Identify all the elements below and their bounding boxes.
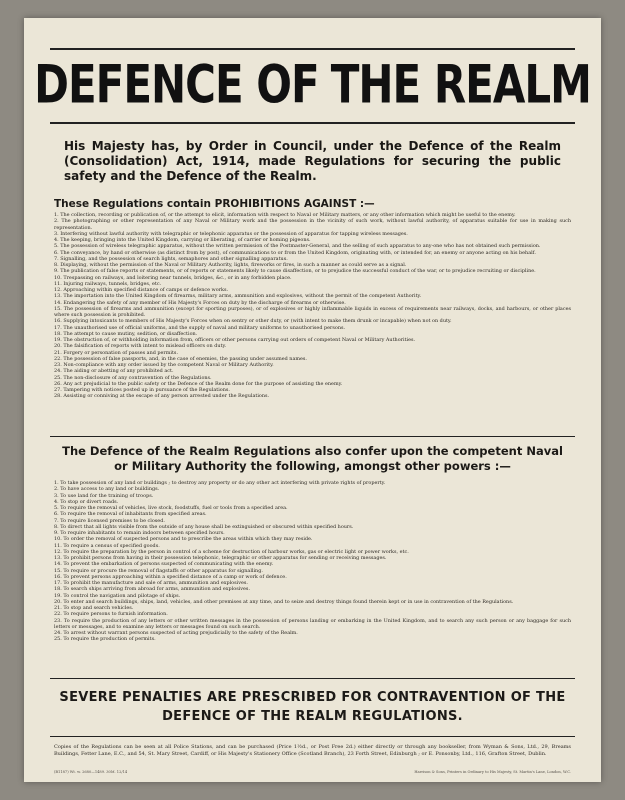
list-item: 16. To prevent persons approaching within a specified distance of a camp or work of defence. <box>54 573 287 580</box>
powers-heading: The Defence of the Realm Regulations also confer upon the competent Naval or Military Authority the following, amongst other powers :— <box>62 444 563 473</box>
list-item: 13. To prohibit persons from having in their possession telephonic, telegraphic or other apparatus for sending or receiving messages. <box>54 555 387 561</box>
list-item: 17. To prohibit the manufacture and sale of arms, ammunition and explosives. <box>54 580 248 586</box>
list-item: 12. Approaching within specified distance of camps or defence works. <box>54 287 229 293</box>
list-item: 9. The publication of false reports or statements, or of reports or statements likely to cause disaffection, or to prejudice the successful conduct of the war, or to prejudice recruiting or discipline. <box>54 268 536 275</box>
list-item: 5. To require the removal of vehicles, live stock, foodstuffs, fuel or tools from a specified area. <box>54 505 288 511</box>
list-item: 21. To stop and search vehicles. <box>54 605 134 611</box>
prohibitions-list <box>54 212 571 400</box>
list-item: 19. The obstruction of, or withholding information from, officers or other persons carrying out orders of competent Naval or Military Authorities. <box>54 337 416 343</box>
list-item: 4. To stop or divert roads. <box>54 498 119 505</box>
list-item: 19. To control the navigation and pilotage of ships. <box>54 592 181 599</box>
list-item: 6. The conveyance, by hand or otherwise (as distinct from by post), of communications to or from the United Kingdom, originating with, or intended for, an enemy or anyone acting on his behalf. <box>54 249 536 256</box>
list-item: 6. To require the removal of inhabitants from specified areas. <box>54 511 207 518</box>
lead-paragraph: His Majesty has, by Order in Council, under the Defence of the Realm (Consolidation) Act, 1914, made Regulations for securing the public safety and the Defence of the Realm. <box>64 139 561 183</box>
list-item: 15. The possession of firearms and ammunition (except for sporting purposes), or of explosives or highly inflammable liquids in excess of requirements near railways, docks, and harbours, or other places where such possession is prohibited. <box>54 305 571 318</box>
masthead <box>34 52 591 116</box>
list-item: 27. Tampering with notices posted up in pursuance of the Regulations. <box>54 387 230 393</box>
list-item: 20. The falsification of reports with intent to mislead officers on duty. <box>54 343 227 350</box>
list-item: 12. To require the preparation by the person in control of a scheme for destruction of harbour works, gas or electric light or power works, etc. <box>54 548 409 555</box>
list-item: 24. The aiding or abetting of any prohibited act. <box>54 368 174 375</box>
top-rule <box>50 48 575 50</box>
severe-line-2: DEFENCE OF THE REALM REGULATIONS. <box>162 709 463 724</box>
list-item: 22. To require persons to furnish information. <box>54 611 168 618</box>
poster-sheet <box>24 18 601 782</box>
list-item: 20. To enter and search buildings, ships, land, vehicles, and other premises at any time, and to seize and destroy things found therein kept or in use in contravention of the Regulations. <box>54 598 514 605</box>
list-item: 18. To search ships arriving from abroad for arms, ammunition and explosives. <box>54 586 250 593</box>
list-item: 3. To use land for the training of troops. <box>54 492 154 499</box>
prohibitions-heading: These Regulations contain PROHIBITIONS AGAINST :— <box>54 198 375 210</box>
masthead-rule <box>50 122 575 124</box>
list-item: 11. To require a census of specified goods. <box>54 542 160 549</box>
copies-note: Copies of the Regulations can be seen at all Police Stations, and can be purchased (Price 1½d., or Post Free 2d.) either directly or through any bookseller, from Wyman & Sons, Ltd., 29, Breams Buildings, Fetter Lane, E.C., and 54, St. Mary Street, Cardiff, or His Majesty's Stationery Office (Scotland Branch), 23 Forth Street, Edinburgh ; or E. Ponsonby, Ltd., 116, Grafton Street, Dublin. <box>54 744 571 757</box>
section-rule <box>50 436 575 437</box>
list-item: 11. Injuring railways, tunnels, bridges, etc. <box>54 280 162 287</box>
list-item: 16. Supplying intoxicants to members of His Majesty's Forces when on sentry or other duty, or (with intent to make them drunk or incapable) when not on duty. <box>54 318 452 325</box>
list-item: 14. To prevent the embarkation of persons suspected of communicating with the enemy. <box>54 561 274 568</box>
list-item: 7. To require licensed premises to be closed. <box>54 517 165 524</box>
list-item: 8. To direct that all lights visible from the outside of any house shall be extinguished or obscured within specified hours. <box>54 523 354 530</box>
list-item: 10. To order the removal of suspected persons and to prescribe the areas within which they may reside. <box>54 536 313 543</box>
list-item: 10. Trespassing on railways, and loitering near tunnels, bridges, &c., or in any forbidden place. <box>54 274 292 281</box>
list-item: 22. The possession of false passports, and, in the case of enemies, the passing under assumed names. <box>54 355 307 362</box>
title-left: DEFENCE OF <box>34 53 319 115</box>
list-item: 1. To take possession of any land or buildings ; to destroy any property or do any other act interfering with private rights of property. <box>54 480 386 486</box>
list-item: 25. To require the production of permits. <box>54 636 156 643</box>
list-item: 18. The attempt to cause mutiny, sedition, or disaffection. <box>54 330 198 337</box>
list-item: 28. Assisting or conniving at the escape of any person arrested under the Regulations. <box>54 393 270 400</box>
list-item: 2. The photographing or other representation of any Naval or Military work and the possession in the vicinity of such work, without lawful authority, of apparatus suitable for use in making such representation. <box>54 218 571 231</box>
list-item: 8. Displaying, without the permission of the Naval or Military Authority, lights, fireworks or fires, in such a manner as could serve as a signal. <box>54 262 407 268</box>
list-item: 1. The collection, recording or publication of, or the attempt to elicit, information with respect to Naval or Military matters, or any other information which might be useful to the enemy. <box>54 212 516 218</box>
printer-imprint <box>54 770 571 774</box>
list-item: 4. The keeping, bringing into the United Kingdom, carrying or liberating, of carrier or homing pigeons. <box>54 237 311 243</box>
list-item: 21. Forgery or personation of passes and permits. <box>54 349 178 356</box>
severe-penalties-notice <box>54 688 571 726</box>
title-right: THE REALM <box>330 53 591 115</box>
list-item: 14. Endangering the safety of any member of His Majesty's Forces on duty by the discharge of firearms or otherwise. <box>54 299 346 306</box>
footer-rule <box>50 736 575 737</box>
list-item: 9. To require inhabitants to remain indoors between specified hours. <box>54 530 225 536</box>
imprint-right: Harrison & Sons, Printers in Ordinary to His Majesty, St. Martin's Lane, London, W.C. <box>414 770 571 774</box>
list-item: 26. Any act prejudicial to the public safety or the Defence of the Realm done for the purpose of assisting the enemy. <box>54 380 343 387</box>
imprint-left: (B1187) Wt. w. 2680—1489. 30M. 12/14 <box>54 770 128 774</box>
list-item: 25. The non-disclosure of any contravention of the Regulations. <box>54 374 212 381</box>
list-item: 2. To have access to any land or buildings. <box>54 486 160 493</box>
list-item: 23. Non-compliance with any order issued by the competent Naval or Military Authority. <box>54 362 274 368</box>
list-item: 5. The possession of wireless telegraphic apparatus, without the written permission of the Postmaster-General, and the selling of such apparatus to any-one who has not obtained such permission. <box>54 243 541 250</box>
list-item: 23. To require the production of any letters or other written messages in the possession of persons landing or embarking in the United Kingdom, and to search any such person or any baggage for such letters or messages, and to examine any letters or messages found on such search. <box>54 617 571 630</box>
penalty-rule <box>50 678 575 679</box>
powers-list <box>54 480 571 643</box>
list-item: 24. To arrest without warrant persons suspected of acting prejudicially to the safety of the Realm. <box>54 630 298 636</box>
list-item: 7. Signalling, and the possession of search lights, semaphores and other signalling apparatus. <box>54 255 288 262</box>
severe-line-1: SEVERE PENALTIES ARE PRESCRIBED FOR CONTRAVENTION OF THE <box>59 690 566 705</box>
list-item: 17. The unauthorised use of official uniforms, and the supply of naval and military uniforms to unauthorised persons. <box>54 324 346 331</box>
list-item: 3. Interfering without lawful authority with telegraphic or telephonic apparatus or the possession of apparatus for tapping wireless messages. <box>54 230 408 237</box>
list-item: 15. To require or procure the removal of flagstaffs or other apparatus for signalling. <box>54 567 263 574</box>
list-item: 13. The importation into the United Kingdom of firearms, military arms, ammunition and explosives, without the permit of the competent Authority. <box>54 293 422 300</box>
